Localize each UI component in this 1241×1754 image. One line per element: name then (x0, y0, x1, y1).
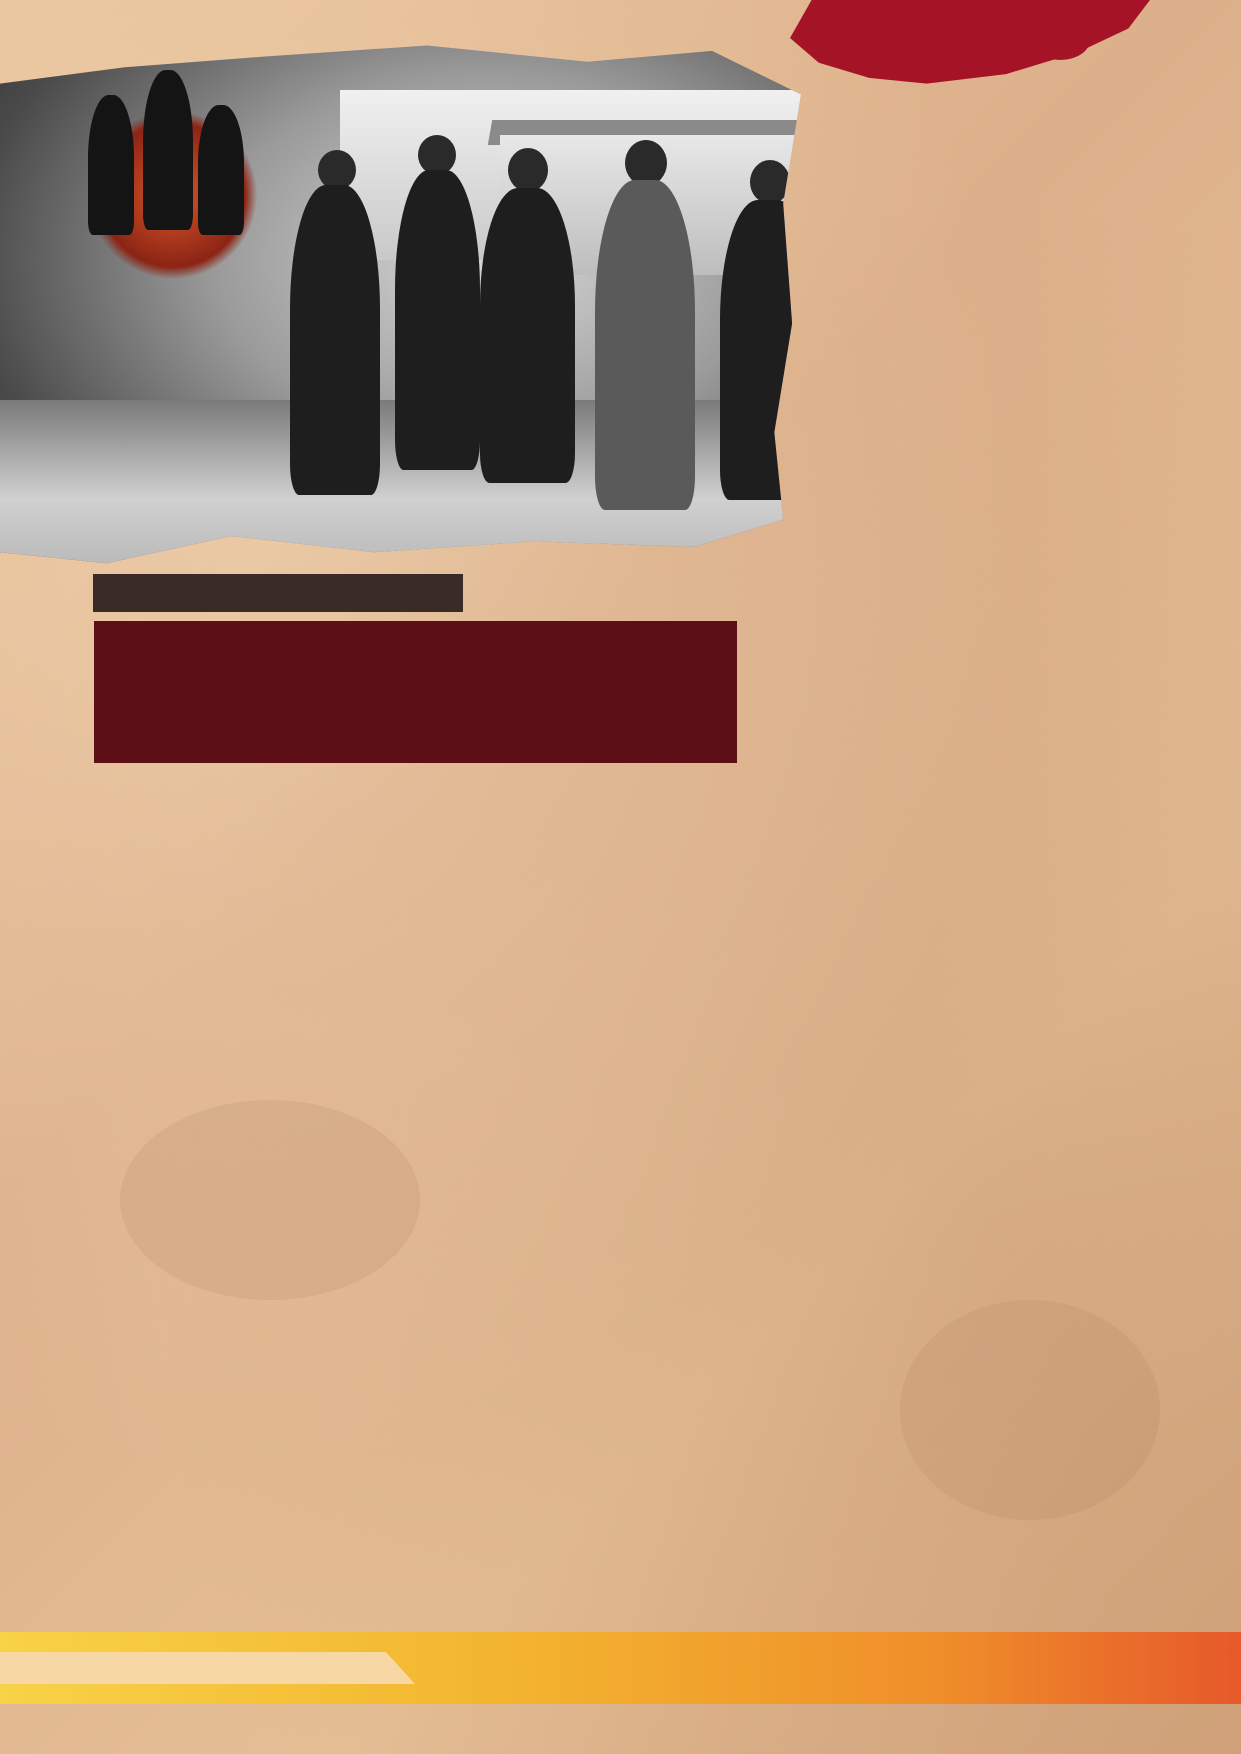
soldier-silhouette-icon (198, 105, 244, 235)
soldier-figure (480, 188, 575, 483)
continued-label (93, 574, 463, 612)
series-logo (48, 70, 288, 315)
column-1 (93, 775, 389, 793)
soldier-head (508, 148, 548, 192)
article-headline (94, 621, 737, 763)
soldier-silhouette-icon (88, 95, 134, 235)
paper-stain (120, 1100, 420, 1300)
column-3 (772, 606, 1072, 620)
soldier-silhouette-icon (143, 70, 193, 230)
red-paint-drop (1030, 20, 1090, 60)
soldier-head (418, 135, 456, 175)
soldier-head (318, 150, 356, 190)
soldier-figure (395, 170, 480, 470)
soldier-figure (290, 185, 380, 495)
footer-label-strip (0, 1652, 415, 1684)
soldier-head (750, 160, 790, 204)
paper-stain (900, 1300, 1160, 1520)
column-2 (431, 777, 736, 791)
soldier-figure (595, 180, 695, 510)
